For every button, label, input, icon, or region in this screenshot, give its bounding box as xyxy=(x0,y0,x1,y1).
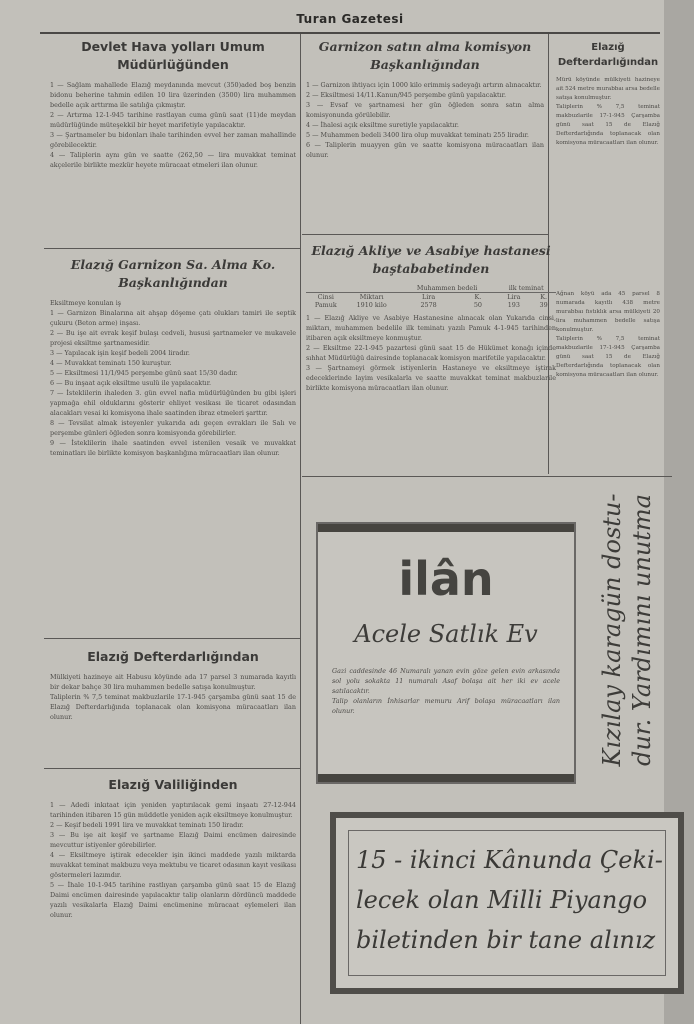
price-table-group-header: Muhammen bedeli xyxy=(398,284,497,293)
notice-akliye-hastanesi xyxy=(306,242,556,472)
table-cell: 50 xyxy=(473,301,482,309)
table-cell: Pamuk xyxy=(314,301,337,309)
table-cell: 2578 xyxy=(420,301,437,309)
notice-defterdarlik xyxy=(50,648,296,766)
lottery-line: 15 - ikinci Kânunda Çeki- xyxy=(356,846,663,874)
section-rule xyxy=(302,476,672,477)
kizilay-line: Kızılay karagün dostu- xyxy=(598,493,626,767)
kizilay-slogan xyxy=(585,480,669,780)
ad-heading: ilân xyxy=(398,552,494,606)
notice-body: 1 — Elazığ Akliye ve Asabiye Hastanesine alınacak olan Yukarıda cinsi, miktarı, muhammen bedelile ilk teminatı yazılı Pamuk 4-1-945 tarihinden itibaren açık eksiltmeye konmuştur. 2 — Eksiltme 22-1-945 pazartesi günü saat 15 de Hükümet konağı içinde sıhhat Müdürlüğü dairesinde toplanacak komisyon marifetile yapılacaktır. 3 — Şartnameyi görmek istiyenlerin Hastaneye ve eksiltmeye iştirak edeceklerinde layim vesikalarla ve saatte muvakkat teminat makbuzlarile birlikte komisyona müracaatları ilan olunur. xyxy=(306,314,556,392)
notice-body: Mürü köyünde mülkiyeti hazineye ait 524 metre murabbaı arsa bedelle satışa konulmuştur. Taliplerin % 7,5 teminat makbuzlarile 17-1-945 Çarşamba günü saat 15 de Elazığ Defterdarlığında toplanacak olan komisyona müracaatları ilan olunur. xyxy=(556,77,660,146)
price-table-col: K. xyxy=(474,293,482,301)
section-rule xyxy=(44,768,300,769)
table-cell: 193 xyxy=(507,301,520,309)
notice-body: 1 — Garnizon ihtiyacı için 1000 kilo erimmiş sadeyağı artırın alınacaktır. 2 — Eksiltmesi 14/11.Kanun/945 perşembe günü yapılacaktır. 3 — Evsaf ve şartnamesi her gün öğleden sonra satın alma komisyonunda görülebilir. 4 — İhalesi açık eksiltme suretiyle yapılacaktır. 5 — Muhammen bedeli 3400 lira olup muvakkat teminatı 255 liradır. 6 — Taliplerin muayyen gün ve saatte komisyona müracaatları ilan olunur. xyxy=(306,81,544,159)
table-cell: 39 xyxy=(539,301,548,309)
price-table-col: Cinsi xyxy=(317,293,334,301)
lottery-ad xyxy=(330,812,684,994)
notice-title: Elazığ Valiliğinden xyxy=(108,777,238,792)
notice-body: Mülkiyeti hazineye ait Habusu köyünde ada 17 parsel 3 numarada kayıtlı bir dekar bahçe 30 lira muhammen bedelle satışa konulmuştur. Taliplerin % 7,5 teminat makbuzlarile 17-1-945 çarşamba günü saat 15 de Elazığ Defterdarlığında toplanacak olan komisyona müracaatları ilan olunur. xyxy=(50,673,296,721)
price-table-col: K. xyxy=(540,293,548,301)
notice-hava-yollari xyxy=(50,38,296,244)
notice-title: Elazığ Defterdarlığından xyxy=(87,649,259,664)
notice-title: Devlet Hava yolları Umum Müdürlüğünden xyxy=(81,39,265,72)
notice-title: Elazığ Defterdarlığından xyxy=(557,42,659,68)
notice-valilik xyxy=(50,776,296,1020)
notice-body: Ağnan köyü ada 45 parsel 8 numarada kayıtlı 438 metre murabbaı fıstıklık arsa mülkiyeti 20 lira muhammen bedelle satışa konulmuştur. Taliplerin % 7,5 teminat makbuzlarile 17-1-945 Çarşamba günü saat 15 de Elazığ Defterdarlığında toplanacak olan komisyona müracaatları ilan olunur. xyxy=(556,291,660,378)
ad-subheading: Acele Satlık Ev xyxy=(354,620,538,648)
table-cell: 1910 kilo xyxy=(356,301,387,309)
masthead: Turan Gazetesi xyxy=(40,12,660,34)
section-rule xyxy=(44,248,300,249)
notice-satin-alma xyxy=(306,38,544,230)
notice-body: 1 — Sağlam mahallede Elazığ meydanında mevcut (350)aded boş benzin bidonu beherine tahmin edilen 10 lira üzerinden (3500) lira muhammen bedelle açık arttırma ile satılığa çıkmıştır. 2 — Artırma 12-1-945 tarihine rastlayan cuma günü saat (11)de meydan müdürlüğünde müteşekkil bir heyet marifetiyle yapılacaktır. 3 — Şartnameler bu bidonları ihale tarihinden evvel her zaman mahallinde görebilecektir. 4 — Taliplerin aynı gün ve saatte (262,50 — lira muvakkat teminat akçelerile birlikte mezkür heyete müracaat etmeleri ilan olunur. xyxy=(50,81,296,169)
section-rule xyxy=(44,638,300,639)
notice-defterdarlik-fistiklik xyxy=(556,290,660,470)
section-rule xyxy=(302,234,548,235)
lottery-line: lecek olan Milli Piyango xyxy=(356,886,648,914)
price-table xyxy=(306,284,556,309)
notice-defterdarlik-arsa xyxy=(556,40,660,256)
lottery-text xyxy=(356,840,670,960)
price-table-col: Lira xyxy=(507,293,521,301)
notice-title: Elazığ Akliye ve Asabiye hastanesi baştababetinden xyxy=(311,243,551,276)
notice-body: Eksiltmeye konulan iş 1 — Garnizon Binalarına ait ahşap döşeme çatı olukları tamiri ile septik çukuru (Beton arme) inşası. 2 — Bu işe ait evrak keşif bulaşı cedveli, hususi şartnameler ve mukavele projesi eksiltme şartnamesidir. 3 — Yapılacak işin keşif bedeli 2004 liradır. 4 — Muvakkat teminatı 150 kuruştur. 5 — Eksiltmesi 11/1/945 perşembe günü saat 15/30 dadır. 6 — Bu inşaat açık eksiltme usulü ile yapılacaktır. 7 — İsteklilerin ihaleden 3. gün evvel nafia müdürlüğünden bu gibi işleri yapmağa ehil olduklarını gösterir ehliyet vesikası ile ticaret odasından alacakları vesai ki komisyona ihale saatinden ibraz etmeleri şarttır. 8 — Tevsilat almak isteyenler yukarıda adı geçen evrakları ile Salı ve perşembe günleri öğleden sonra komisyonda görebilirler. 9 — İsteklilerin ihale saatinden evvel istenilen vesaik ve muvakkat teminatları ile birlikte komisyon başkanlığına müracaatları ilan olunur. xyxy=(50,299,296,457)
ad-body: Gazi caddesinde 46 Numaralı yanan evin göze gelen evin arkasında sol yolu sokakta 11 numaralı Asaf bolaşa ait her iki ev acele satılacaktır. Talip olanların İnhisarlar memuru Arif bolaşa müracaatları ilan olunur. xyxy=(332,667,560,715)
column-rule xyxy=(300,34,301,1024)
house-sale-ad xyxy=(316,522,576,784)
notice-body: 1 — Adedi inkıtaat için yeniden yaptırılacak gemi inşaatı 27-12-944 tarihinden itibaren 15 gün müddetle yeniden açık eksiltmeye konulmuştur. 2 — Keşif bedeli 1991 lira ve muvakkat teminatı 150 liradır. 3 — Bu işe ait keşif ve şartname Elazığ Daimi encümen dairesinde mevcuttur istiyenler görebilirler. 4 — Eksiltmeye iştirak edecekler işin ikinci maddede yazılı miktarda muvakkat teminat makbuzu veya mektubu ve ticaret odasının kayıt vesikası göstermeleri lazımdır. 5 — İhale 10-1-945 tarihine rastlıyan çarşamba günü saat 15 de Elazığ Daimi encümen dairesinde yapılacaktır talip olanların dördüncü maddede yazılı vesikalarla Elazığ Daimi encümenine müracaat eylemeleri ilan olunur. xyxy=(50,801,296,919)
ad-top-bar xyxy=(318,524,574,532)
ad-bottom-bar xyxy=(318,774,574,782)
price-table-col: Lira xyxy=(422,293,436,301)
lottery-line: biletinden bir tane alınız xyxy=(356,926,656,954)
kizilay-text xyxy=(597,494,657,767)
kizilay-line: dur. Yardımını unutma xyxy=(628,494,656,767)
notice-title: Elazığ Garnizon Sa. Alma Ko. Başkanlığından xyxy=(70,257,276,290)
price-table-group-header: ilk teminat xyxy=(496,284,556,293)
price-table-col: Miktarı xyxy=(359,293,384,301)
table-row xyxy=(306,301,556,309)
notice-title: Garnizon satın alma komisyon Başkanlığından xyxy=(318,39,532,72)
notice-garnizon-sa-alma xyxy=(50,256,296,634)
